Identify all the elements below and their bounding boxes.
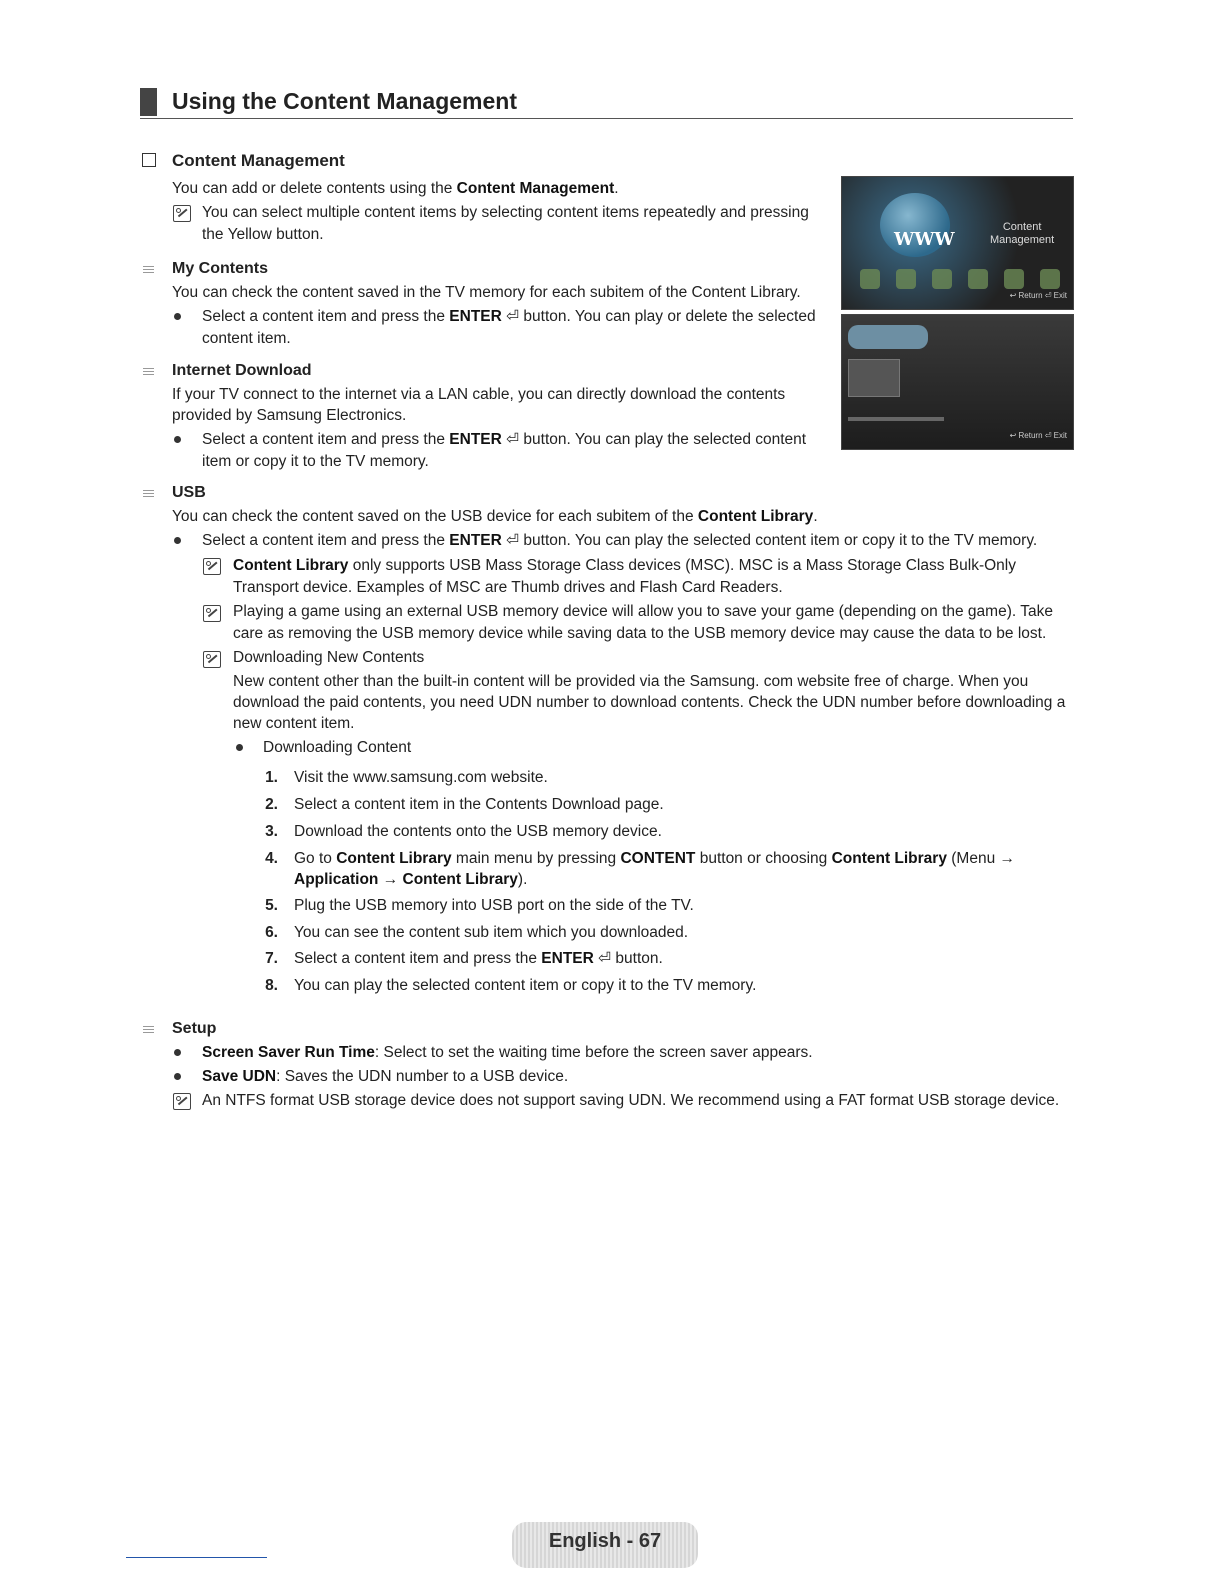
- subsection-title-setup: Setup: [172, 1020, 217, 1037]
- note-text: Downloading New Contents: [233, 649, 425, 666]
- header-bar-decoration: [140, 88, 157, 116]
- note-text: care as removing the USB memory device while saving data to the USB memory device may cause the data to be lost.: [233, 625, 1047, 642]
- paragraph: new content item.: [233, 715, 355, 732]
- bullet-icon: [174, 537, 181, 544]
- www-label: WWW: [894, 229, 955, 250]
- subsection-marker-icon: [143, 264, 154, 273]
- page-title: Using the Content Management: [172, 88, 518, 114]
- category-icon: [932, 269, 952, 289]
- page-header: [140, 86, 1073, 119]
- bullet-text: Select a content item and press the ENTER ⏎ button. You can play the selected content: [202, 431, 807, 448]
- checkbox-icon: [142, 153, 156, 167]
- category-icon: [896, 269, 916, 289]
- paragraph: If your TV connect to the internet via a LAN cable, you can directly download the contents: [172, 386, 786, 403]
- subsection-title-internet-download: Internet Download: [172, 362, 312, 379]
- screenshot-footer: ↩ Return ⏎ Exit: [1009, 431, 1067, 440]
- footer-rule: [126, 1557, 267, 1558]
- category-icon: [860, 269, 880, 289]
- note-text: Transport device. Examples of MSC are Thumb drives and Flash Card Readers.: [233, 579, 783, 596]
- progress-bar: [848, 417, 944, 421]
- step-number: 2.: [265, 796, 278, 813]
- step-number: 6.: [265, 924, 278, 941]
- step-number: 4.: [265, 850, 278, 867]
- note-icon: [203, 605, 221, 622]
- paragraph: provided by Samsung Electronics.: [172, 407, 407, 424]
- tv-screenshot-content-management: [841, 176, 1074, 310]
- note-text: An NTFS format USB storage device does not support saving UDN. We recommend using a FAT format USB storage device.: [202, 1092, 1060, 1109]
- step-number: 7.: [265, 950, 278, 967]
- step-text: Select a content item in the Contents Download page.: [294, 796, 664, 813]
- step-text: You can see the content sub item which you downloaded.: [294, 924, 689, 941]
- bullet-text: Select a content item and press the ENTER ⏎ button. You can play or delete the selected: [202, 308, 816, 325]
- subsection-marker-icon: [143, 366, 154, 375]
- note-icon: [203, 651, 221, 668]
- bullet-icon: [174, 436, 181, 443]
- subsection-title-my-contents: My Contents: [172, 260, 268, 277]
- note-text: the Yellow button.: [202, 226, 324, 243]
- note-icon: [203, 558, 221, 575]
- step-text: Download the contents onto the USB memory device.: [294, 823, 662, 840]
- enter-icon: ⏎: [593, 950, 612, 967]
- note-text: Content Library only supports USB Mass Storage Class devices (MSC). MSC is a Mass Storage Class Bulk-Only: [233, 557, 1016, 574]
- menu-preview-panel: [848, 359, 900, 397]
- paragraph: You can check the content saved on the USB device for each subitem of the Content Library.: [172, 508, 818, 525]
- bullet-icon: [174, 1073, 181, 1080]
- step-number: 3.: [265, 823, 278, 840]
- step-text: Go to Content Library main menu by pressing CONTENT button or choosing Content Library (Menu →: [294, 850, 1016, 867]
- step-number: 5.: [265, 897, 278, 914]
- step-text: Application → Content Library).: [294, 871, 528, 888]
- subsection-title-usb: USB: [172, 484, 206, 501]
- menu-header-panel: [848, 325, 928, 349]
- bullet-text: Save UDN: Saves the UDN number to a USB device.: [202, 1068, 569, 1085]
- screenshot-label: Content Management: [990, 221, 1055, 246]
- step-text: You can play the selected content item or copy it to the TV memory.: [294, 977, 757, 994]
- bullet-text: Screen Saver Run Time: Select to set the waiting time before the screen saver appears.: [202, 1044, 813, 1061]
- bullet-text: content item.: [202, 330, 291, 347]
- step-text: Visit the www.samsung.com website.: [294, 769, 548, 786]
- paragraph: You can check the content saved in the TV memory for each subitem of the Content Library.: [172, 284, 801, 301]
- category-icon: [968, 269, 988, 289]
- note-icon: [173, 205, 191, 222]
- section-title: Content Management: [172, 151, 345, 170]
- bullet-text: item or copy it to the TV memory.: [202, 453, 429, 470]
- bullet-icon: [174, 1049, 181, 1056]
- tv-screenshot-menu: [841, 314, 1074, 450]
- bullet-text: Downloading Content: [263, 739, 412, 756]
- page-number: English - 67: [548, 1530, 662, 1552]
- subsection-marker-icon: [143, 1024, 154, 1033]
- bullet-icon: [236, 744, 243, 751]
- bullet-icon: [174, 313, 181, 320]
- note-text: Playing a game using an external USB memory device will allow you to save your game (depending on the game). Take: [233, 603, 1053, 620]
- subsection-marker-icon: [143, 488, 154, 497]
- step-number: 8.: [265, 977, 278, 994]
- note-text: You can select multiple content items by selecting content items repeatedly and pressing: [202, 204, 809, 221]
- screenshot-footer: ↩ Return ⏎ Exit: [1009, 291, 1067, 300]
- bullet-text: Select a content item and press the ENTER ⏎ button. You can play the selected content item or copy it to the TV memory.: [202, 532, 1038, 549]
- note-icon: [173, 1093, 191, 1110]
- step-text: Select a content item and press the ENTER ⏎ button.: [294, 950, 663, 967]
- enter-icon: ⏎: [501, 308, 520, 325]
- paragraph: New content other than the built-in content will be provided via the Samsung. com website free of charge. When you: [233, 673, 1029, 690]
- enter-icon: ⏎: [501, 431, 520, 448]
- paragraph: download the paid contents, you need UDN number to download contents. Check the UDN number before downloading a: [233, 694, 1066, 711]
- section-intro: You can add or delete contents using the Content Management.: [172, 180, 619, 197]
- step-number: 1.: [265, 769, 278, 786]
- enter-icon: ⏎: [501, 532, 520, 549]
- step-text: Plug the USB memory into USB port on the side of the TV.: [294, 897, 694, 914]
